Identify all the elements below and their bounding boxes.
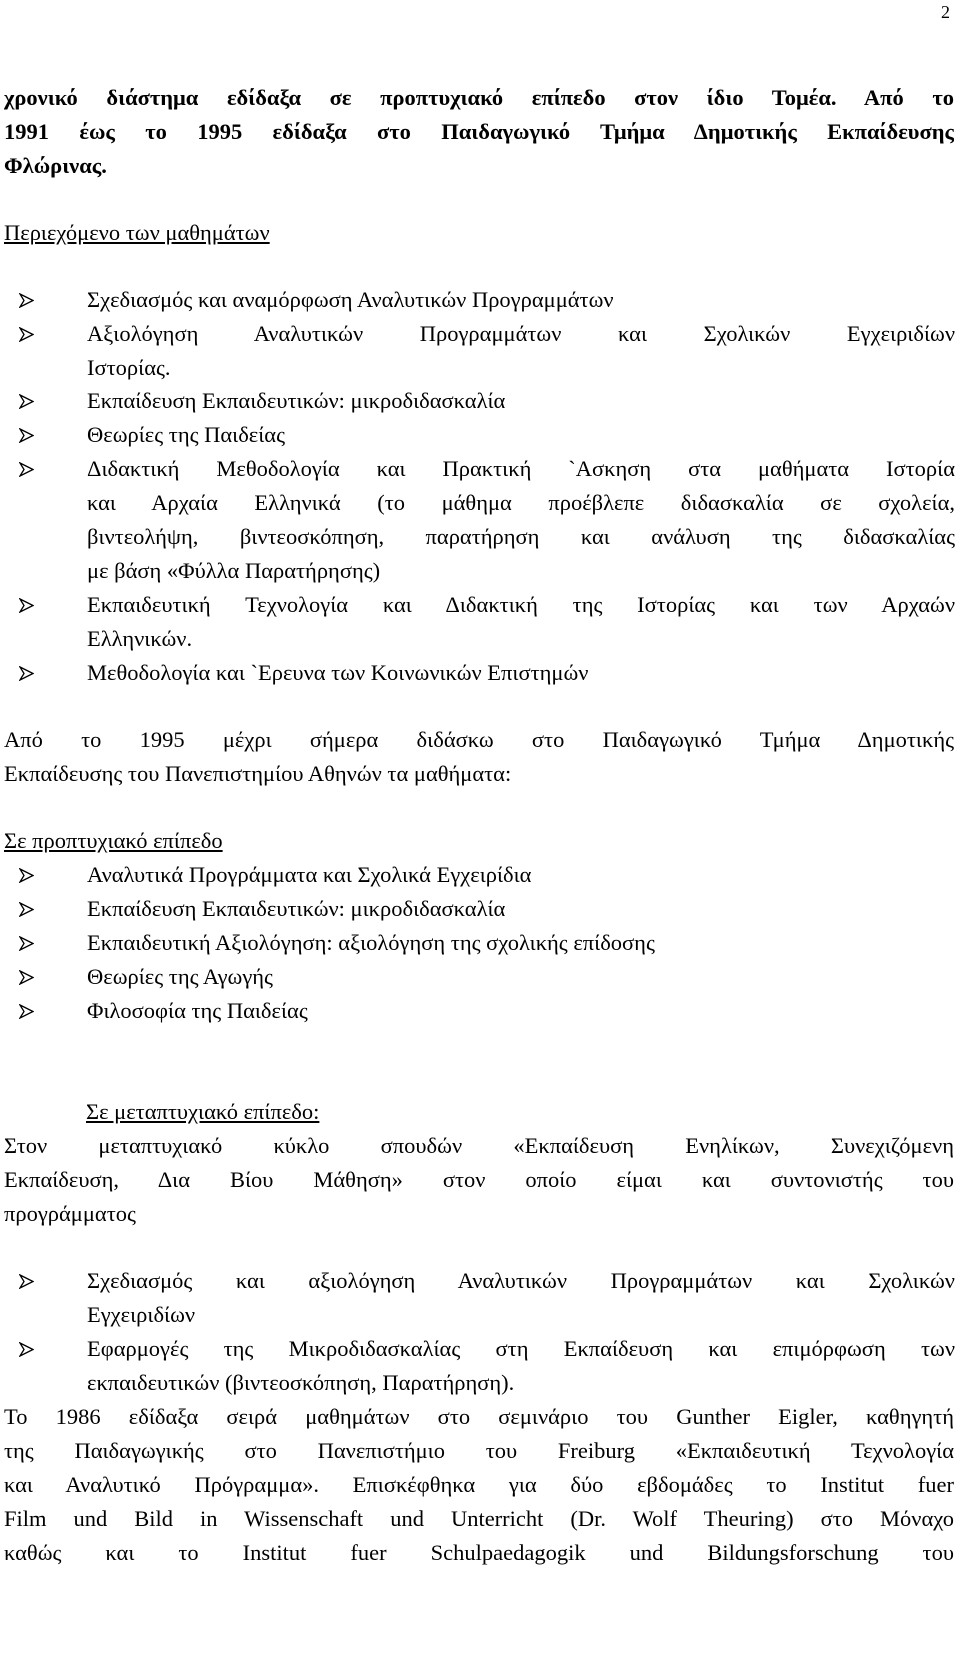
arrow-bullet-icon bbox=[19, 1342, 34, 1357]
since1995-line-2: Εκπαίδευσης του Πανεπιστημίου Αθηνών τα μαθήματα: bbox=[4, 761, 512, 786]
y1986-line-4: Film und Bild in Wissenschaft und Unterricht (Dr. Wolf Theuring) στο Μόναχο bbox=[4, 1506, 954, 1531]
courses-heading: Περιεχόμενο των μαθημάτων bbox=[4, 220, 270, 245]
undergrad-bullet bbox=[8, 996, 958, 1026]
bullet-text: Αξιολόγηση Αναλυτικών Προγραμμάτων και Σχολικών Εγχειριδίων bbox=[87, 321, 955, 346]
bullet-continuation: Εγχειριδίων bbox=[87, 1302, 196, 1327]
bullet-text: Εκπαίδευση Εκπαιδευτικών: μικροδιδασκαλία bbox=[87, 388, 506, 413]
bullet-text: Σχεδιασμός και αξιολόγηση Αναλυτικών Προγραμμάτων και Σχολικών bbox=[87, 1268, 955, 1293]
course-bullet bbox=[8, 285, 958, 315]
intro-line-2: 1991 έως το 1995 εδίδαξα στο Παιδαγωγικό Τμήμα Δημοτικής Εκπαίδευσης bbox=[4, 119, 954, 144]
intro-line-3: Φλώρινας. bbox=[4, 153, 107, 178]
postgrad-bullet bbox=[8, 1266, 958, 1296]
y1986-line-1: Το 1986 εδίδαξα σειρά μαθημάτων στο σεμινάριο του Gunther Eigler, καθηγητή bbox=[4, 1404, 954, 1429]
course-bullet bbox=[8, 590, 958, 620]
bullet-text: Αναλυτικά Προγράμματα και Σχολικά Εγχειρίδια bbox=[87, 862, 532, 887]
course-bullet bbox=[8, 386, 958, 416]
arrow-bullet-icon bbox=[19, 868, 34, 883]
course-bullet bbox=[8, 658, 958, 688]
bullet-text: Διδακτική Μεθοδολογία και Πρακτική `Ασκηση στα μαθήματα Ιστορία bbox=[87, 456, 955, 481]
arrow-bullet-icon bbox=[19, 462, 34, 477]
bullet-text: Φιλοσοφία της Παιδείας bbox=[87, 998, 308, 1023]
arrow-bullet-icon bbox=[19, 936, 34, 951]
bullet-text: Εκπαιδευτική Τεχνολογία και Διδακτική της Ιστορίας και των Αρχαών bbox=[87, 592, 955, 617]
arrow-bullet-icon bbox=[19, 598, 34, 613]
bullet-continuation: εκπαιδευτικών (βιντεοσκόπηση, Παρατήρηση). bbox=[87, 1370, 515, 1395]
arrow-bullet-icon bbox=[19, 394, 34, 409]
bullet-continuation: και Αρχαία Ελληνικά (το μάθημα προέβλεπε διδασκαλία σε σχολεία, bbox=[87, 490, 955, 515]
arrow-bullet-icon bbox=[19, 666, 34, 681]
postgrad-line-1: Στον μεταπτυχιακό κύκλο σπουδών «Εκπαίδευση Ενηλίκων, Συνεχιζόμενη bbox=[4, 1133, 954, 1158]
course-bullet bbox=[8, 420, 958, 450]
course-bullet bbox=[8, 454, 958, 484]
postgrad-line-2: Εκπαίδευση, Δια Βίου Μάθηση» στον οποίο είμαι και συντονιστής του bbox=[4, 1167, 954, 1192]
bullet-text: Εκπαιδευτική Αξιολόγηση: αξιολόγηση της σχολικής επίδοσης bbox=[87, 930, 655, 955]
y1986-line-5: καθώς και το Institut fuer Schulpaedagogik und Bildungsforschung του bbox=[4, 1540, 954, 1565]
bullet-continuation: Ιστορίας. bbox=[87, 355, 171, 380]
undergrad-heading: Σε προπτυχιακό επίπεδο bbox=[4, 828, 223, 853]
bullet-text: Σχεδιασμός και αναμόρφωση Αναλυτικών Προγραμμάτων bbox=[87, 287, 614, 312]
postgrad-bullet bbox=[8, 1334, 958, 1364]
arrow-bullet-icon bbox=[19, 293, 34, 308]
bullet-text: Εκπαίδευση Εκπαιδευτικών: μικροδιδασκαλία bbox=[87, 896, 506, 921]
arrow-bullet-icon bbox=[19, 1004, 34, 1019]
postgrad-heading: Σε μεταπτυχιακό επίπεδο: bbox=[86, 1099, 320, 1124]
arrow-bullet-icon bbox=[19, 970, 34, 985]
undergrad-bullet bbox=[8, 860, 958, 890]
bullet-text: Θεωρίες της Αγωγής bbox=[87, 964, 273, 989]
page-number: 2 bbox=[941, 2, 950, 22]
intro-line-1: χρονικό διάστημα εδίδαξα σε προπτυχιακό επίπεδο στον ίδιο Τομέα. Από το bbox=[4, 85, 954, 110]
arrow-bullet-icon bbox=[19, 327, 34, 342]
y1986-line-3: και Αναλυτικό Πρόγραμμα». Επισκέφθηκα για δύο εβδομάδες το Institut fuer bbox=[4, 1472, 954, 1497]
bullet-continuation: με βάση «Φύλλα Παρατήρησης) bbox=[87, 558, 381, 583]
postgrad-line-3: προγράμματος bbox=[4, 1201, 136, 1226]
bullet-text: Εφαρμογές της Μικροδιδασκαλίας στη Εκπαίδευση και επιμόρφωση των bbox=[87, 1336, 955, 1361]
bullet-continuation: Ελληνικών. bbox=[87, 626, 193, 651]
undergrad-bullet bbox=[8, 894, 958, 924]
bullet-text: Μεθοδολογία και `Ερευνα των Κοινωνικών Επιστημών bbox=[87, 660, 589, 685]
since1995-line-1: Από το 1995 μέχρι σήμερα διδάσκω στο Παιδαγωγικό Τμήμα Δημοτικής bbox=[4, 727, 954, 752]
undergrad-bullet bbox=[8, 928, 958, 958]
arrow-bullet-icon bbox=[19, 902, 34, 917]
course-bullet bbox=[8, 319, 958, 349]
y1986-line-2: της Παιδαγωγικής στο Πανεπιστήμιο του Freiburg «Εκπαιδευτική Τεχνολογία bbox=[4, 1438, 954, 1463]
bullet-text: Θεωρίες της Παιδείας bbox=[87, 422, 286, 447]
arrow-bullet-icon bbox=[19, 1274, 34, 1289]
undergrad-bullet bbox=[8, 962, 958, 992]
bullet-continuation: βιντεολήψη, βιντεοσκόπηση, παρατήρηση και ανάλυση της διδασκαλίας bbox=[87, 524, 955, 549]
arrow-bullet-icon bbox=[19, 428, 34, 443]
